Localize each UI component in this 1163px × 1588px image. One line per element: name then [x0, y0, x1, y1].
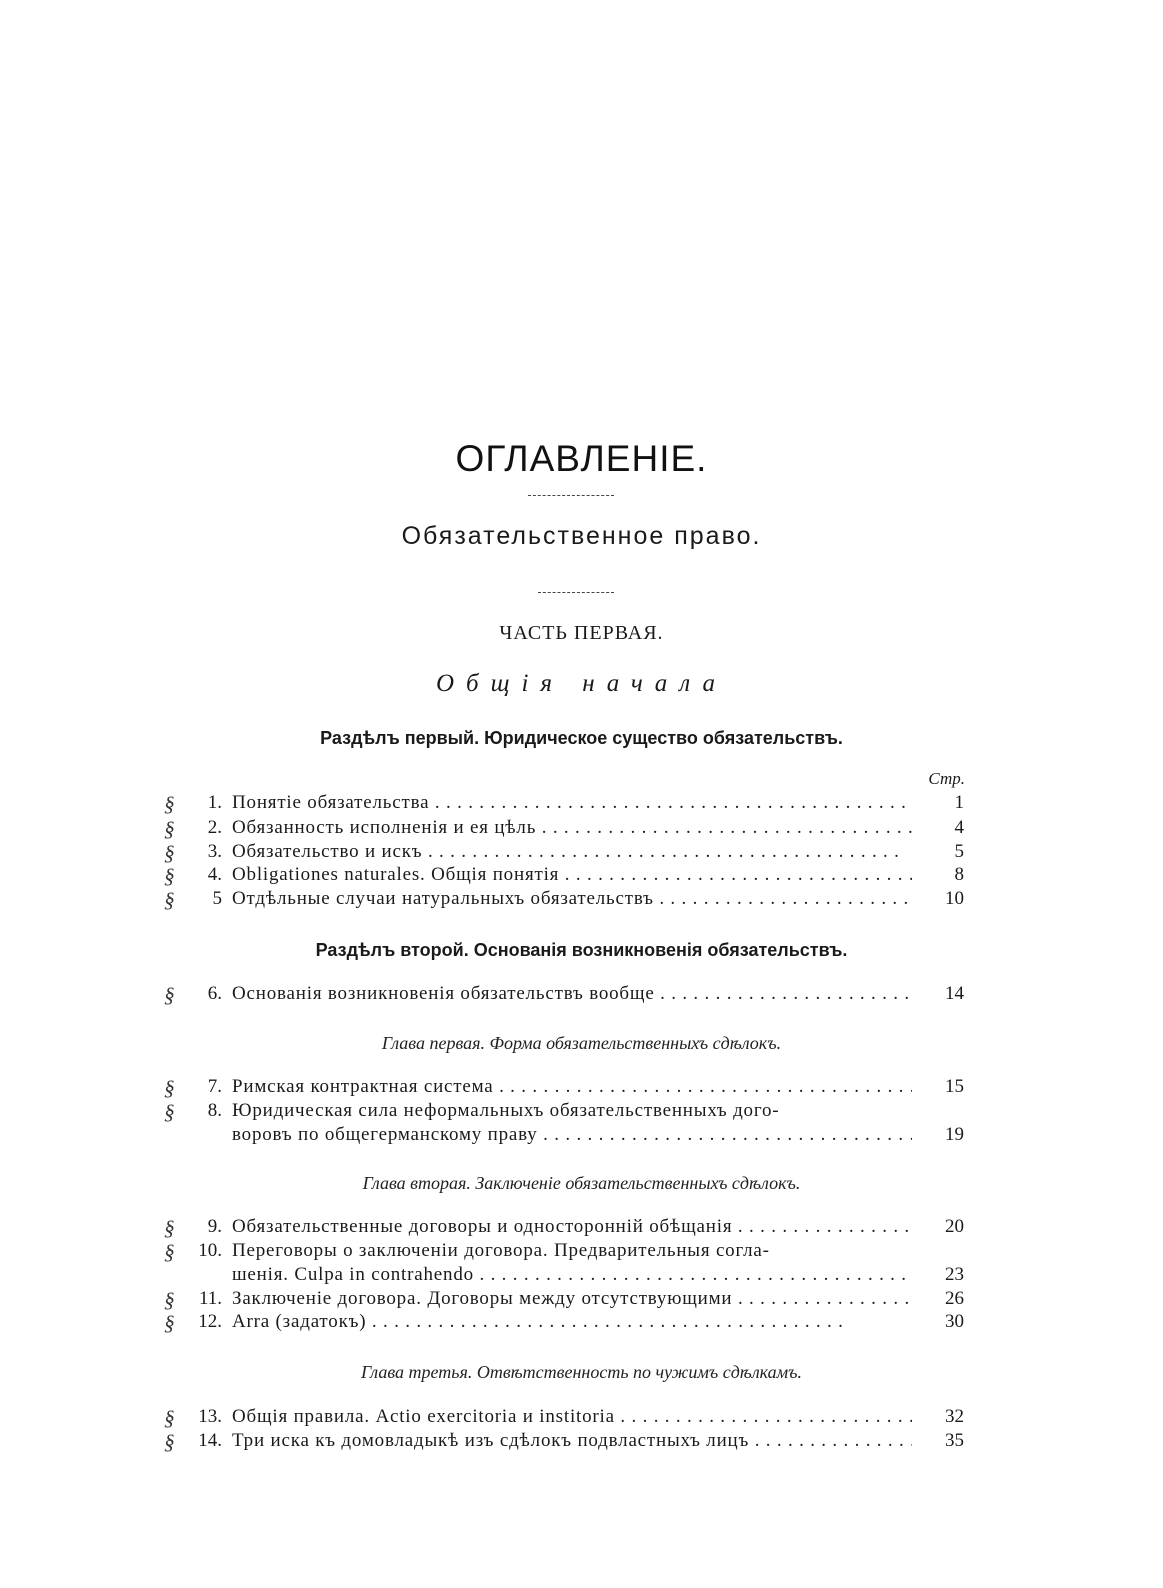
toc-entry-continuation	[0, 1124, 1163, 1148]
entry-page: 35	[945, 1430, 964, 1451]
section-sign: §	[164, 1430, 175, 1454]
section-sign: §	[164, 983, 175, 1007]
entry-number: 11.	[198, 1288, 222, 1309]
toc-entry-continuation	[0, 1264, 1163, 1288]
section-sign: §	[164, 1406, 175, 1430]
toc-entry	[0, 888, 1163, 912]
entry-title: Отдѣльные случаи натуральныхъ обязательствъ . .	[232, 888, 912, 912]
entry-page: 5	[954, 841, 964, 862]
toc-entry	[0, 1216, 1163, 1240]
book-subtitle: Обязательственное право.	[401, 522, 762, 550]
toc-entry	[0, 983, 1163, 1007]
entry-page: 14	[945, 983, 964, 1004]
chapter-heading-1: Глава первая. Форма обязательственныхъ сдѣлокъ.	[381, 1033, 782, 1053]
entry-number: 7.	[207, 1076, 222, 1097]
entry-title: Понятіе обязательства . .	[232, 792, 912, 816]
section-heading-2: Раздѣлъ второй. Основанія возникновенія обязательствъ.	[315, 940, 848, 960]
section-sign: §	[164, 864, 175, 888]
entry-title: Три иска къ домовладыкѣ изъ сдѣлокъ подвластныхъ лицъ . .	[232, 1430, 912, 1454]
entry-page: 30	[945, 1311, 964, 1332]
entry-page: 10	[945, 888, 964, 909]
entry-title: Переговоры о заключеніи договора. Предварительныя согла-	[232, 1240, 770, 1261]
section-sign: §	[164, 888, 175, 912]
entry-number: 4.	[207, 864, 222, 885]
section-sign: §	[164, 841, 175, 865]
entry-number: 2.	[207, 817, 222, 838]
entry-number: 12.	[198, 1311, 222, 1332]
toc-entry	[0, 1311, 1163, 1335]
entry-page: 15	[945, 1076, 964, 1097]
toc-entry	[0, 1288, 1163, 1312]
entry-page: 23	[945, 1264, 964, 1285]
toc-entry	[0, 864, 1163, 888]
section-sign: §	[164, 1076, 175, 1100]
entry-title-continuation: шенія. Culpa in contrahendo . .	[232, 1264, 912, 1288]
toc-entry	[0, 792, 1163, 816]
section-sign: §	[164, 817, 175, 841]
entry-title: Юридическая сила неформальныхъ обязательственныхъ дого-	[232, 1100, 780, 1121]
toc-entry	[0, 1430, 1163, 1454]
entry-page: 4	[954, 817, 964, 838]
toc-entry	[0, 1240, 1163, 1264]
section-sign: §	[164, 1100, 175, 1124]
entry-title: Обязанность исполненія и ея цѣль . .	[232, 817, 912, 841]
entry-page: 32	[945, 1406, 964, 1427]
entry-number: 10.	[198, 1240, 222, 1261]
title-divider	[528, 495, 614, 496]
entry-title-continuation: воровъ по общегерманскому праву . .	[232, 1124, 912, 1148]
page-column-label: Стр.	[928, 769, 965, 788]
page-title: ОГЛАВЛЕНІЕ.	[455, 438, 708, 479]
entry-title: Заключеніе договора. Договоры между отсутствующими . .	[232, 1288, 912, 1312]
entry-page: 19	[945, 1124, 964, 1145]
section-sign: §	[164, 792, 175, 816]
toc-entry	[0, 817, 1163, 841]
entry-page: 8	[954, 864, 964, 885]
entry-title: Общія правила. Actio exercitoria и institoria . .	[232, 1406, 912, 1430]
entry-title: Римская контрактная система . .	[232, 1076, 912, 1100]
entry-page: 1	[954, 792, 964, 813]
chapter-heading-2: Глава вторая. Заключеніе обязательственныхъ сдѣлокъ.	[362, 1173, 801, 1193]
entry-page: 20	[945, 1216, 964, 1237]
entry-title: Arra (задатокъ) . .	[232, 1311, 912, 1335]
part-subtitle: Общія начала	[435, 670, 728, 697]
entry-title: Obligationes naturales. Общія понятія . .	[232, 864, 912, 888]
toc-entry	[0, 1406, 1163, 1430]
section-sign: §	[164, 1216, 175, 1240]
section-heading-1: Раздѣлъ первый. Юридическое существо обязательствъ.	[320, 728, 843, 748]
entry-title: Обязательство и искъ . .	[232, 841, 912, 865]
entry-title: Обязательственные договоры и односторонній обѣщанія . .	[232, 1216, 912, 1240]
entry-number: 13.	[198, 1406, 222, 1427]
entry-title: Основанія возникновенія обязательствъ вообще . .	[232, 983, 912, 1007]
part-heading: ЧАСТЬ ПЕРВАЯ.	[499, 622, 664, 644]
entry-number: 3.	[207, 841, 222, 862]
subtitle-divider	[538, 592, 614, 593]
entry-page: 26	[945, 1288, 964, 1309]
section-sign: §	[164, 1311, 175, 1335]
entry-number: 6.	[207, 983, 222, 1004]
entry-number: 1.	[207, 792, 222, 813]
entry-number: 9.	[207, 1216, 222, 1237]
toc-entry	[0, 841, 1163, 865]
toc-entry	[0, 1076, 1163, 1100]
chapter-heading-3: Глава третья. Отвѣтственность по чужимъ сдѣлкамъ.	[361, 1362, 802, 1382]
entry-number: 14.	[198, 1430, 222, 1451]
section-sign: §	[164, 1240, 175, 1264]
entry-number: 5	[212, 888, 222, 909]
section-sign: §	[164, 1288, 175, 1312]
entry-number: 8.	[207, 1100, 222, 1121]
toc-entry	[0, 1100, 1163, 1124]
